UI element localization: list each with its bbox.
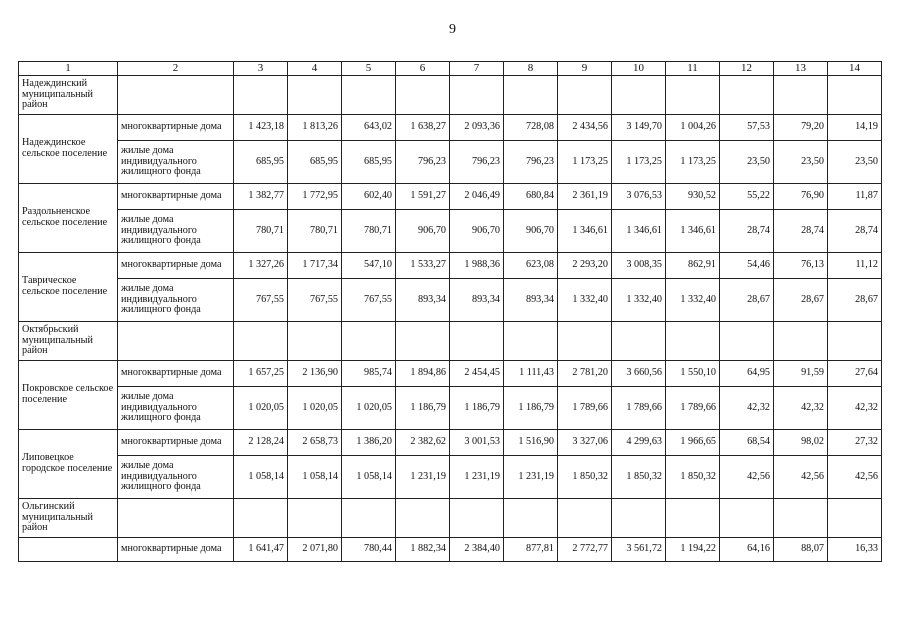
empty-cell xyxy=(720,76,774,115)
district-row xyxy=(19,76,882,115)
empty-cell xyxy=(666,76,720,115)
value-cell: 1 332,40 xyxy=(612,279,666,322)
empty-cell xyxy=(774,76,828,115)
district-name: Октябрьский муниципальный район xyxy=(19,322,118,361)
value-cell: 1 894,86 xyxy=(396,361,450,387)
housing-type: многоквартирные дома xyxy=(118,430,234,456)
value-cell: 1 882,34 xyxy=(396,538,450,562)
value-cell: 1 533,27 xyxy=(396,253,450,279)
value-cell: 1 516,90 xyxy=(504,430,558,456)
value-cell: 76,13 xyxy=(774,253,828,279)
empty-cell xyxy=(342,76,396,115)
column-header: 7 xyxy=(450,62,504,76)
value-cell: 23,50 xyxy=(774,141,828,184)
column-header: 6 xyxy=(396,62,450,76)
value-cell: 91,59 xyxy=(774,361,828,387)
empty-cell xyxy=(504,322,558,361)
empty-cell xyxy=(234,499,288,538)
column-header: 8 xyxy=(504,62,558,76)
value-cell: 1 772,95 xyxy=(288,184,342,210)
value-cell: 1 194,22 xyxy=(666,538,720,562)
value-cell: 2 071,80 xyxy=(288,538,342,562)
value-cell: 2 046,49 xyxy=(450,184,504,210)
empty-cell xyxy=(504,499,558,538)
izhs-row xyxy=(19,210,882,253)
value-cell: 2 136,90 xyxy=(288,361,342,387)
value-cell: 1 332,40 xyxy=(558,279,612,322)
value-cell: 906,70 xyxy=(396,210,450,253)
value-cell: 780,44 xyxy=(342,538,396,562)
value-cell: 643,02 xyxy=(342,115,396,141)
value-cell: 1 423,18 xyxy=(234,115,288,141)
value-cell: 1 657,25 xyxy=(234,361,288,387)
value-cell: 1 550,10 xyxy=(666,361,720,387)
izhs-row xyxy=(19,387,882,430)
value-cell: 64,16 xyxy=(720,538,774,562)
column-header: 1 xyxy=(19,62,118,76)
empty-cell xyxy=(396,499,450,538)
value-cell: 98,02 xyxy=(774,430,828,456)
value-cell: 1 850,32 xyxy=(612,456,666,499)
value-cell: 1 346,61 xyxy=(558,210,612,253)
value-cell: 42,56 xyxy=(774,456,828,499)
value-cell: 28,74 xyxy=(720,210,774,253)
value-cell: 1 813,26 xyxy=(288,115,342,141)
housing-type: жилые дома индивидуального жилищного фонда xyxy=(118,141,234,184)
value-cell: 767,55 xyxy=(342,279,396,322)
housing-type: жилые дома индивидуального жилищного фонда xyxy=(118,279,234,322)
value-cell: 685,95 xyxy=(288,141,342,184)
value-cell: 1 020,05 xyxy=(234,387,288,430)
value-cell: 623,08 xyxy=(504,253,558,279)
value-cell: 2 093,36 xyxy=(450,115,504,141)
column-header: 10 xyxy=(612,62,666,76)
column-header: 3 xyxy=(234,62,288,76)
value-cell: 27,64 xyxy=(828,361,882,387)
column-header: 2 xyxy=(118,62,234,76)
value-cell: 1 231,19 xyxy=(450,456,504,499)
value-cell: 2 361,19 xyxy=(558,184,612,210)
value-cell: 2 293,20 xyxy=(558,253,612,279)
value-cell: 42,56 xyxy=(720,456,774,499)
empty-cell xyxy=(288,499,342,538)
housing-type: жилые дома индивидуального жилищного фонда xyxy=(118,456,234,499)
column-header: 13 xyxy=(774,62,828,76)
value-cell: 796,23 xyxy=(504,141,558,184)
value-cell: 28,67 xyxy=(828,279,882,322)
value-cell: 985,74 xyxy=(342,361,396,387)
value-cell: 1 058,14 xyxy=(342,456,396,499)
value-cell: 796,23 xyxy=(396,141,450,184)
housing-type: жилые дома индивидуального жилищного фонда xyxy=(118,210,234,253)
value-cell: 42,32 xyxy=(720,387,774,430)
value-cell: 893,34 xyxy=(504,279,558,322)
value-cell: 1 004,26 xyxy=(666,115,720,141)
value-cell: 1 966,65 xyxy=(666,430,720,456)
value-cell: 780,71 xyxy=(234,210,288,253)
value-cell: 55,22 xyxy=(720,184,774,210)
value-cell: 4 299,63 xyxy=(612,430,666,456)
value-cell: 28,67 xyxy=(720,279,774,322)
izhs-row xyxy=(19,141,882,184)
value-cell: 685,95 xyxy=(342,141,396,184)
page-number: 9 xyxy=(449,22,456,37)
value-cell: 680,84 xyxy=(504,184,558,210)
value-cell: 11,87 xyxy=(828,184,882,210)
value-cell: 780,71 xyxy=(288,210,342,253)
value-cell: 893,34 xyxy=(396,279,450,322)
value-cell: 1 231,19 xyxy=(504,456,558,499)
mkd-row xyxy=(19,361,882,387)
header-row xyxy=(19,62,882,76)
value-cell: 2 128,24 xyxy=(234,430,288,456)
empty-cell xyxy=(774,322,828,361)
value-cell: 1 231,19 xyxy=(396,456,450,499)
value-cell: 1 327,26 xyxy=(234,253,288,279)
value-cell: 1 386,20 xyxy=(342,430,396,456)
value-cell: 1 058,14 xyxy=(288,456,342,499)
value-cell: 2 384,40 xyxy=(450,538,504,562)
empty-cell xyxy=(288,322,342,361)
value-cell: 3 008,35 xyxy=(612,253,666,279)
value-cell: 1 638,27 xyxy=(396,115,450,141)
empty-cell xyxy=(118,76,234,115)
housing-type: жилые дома индивидуального жилищного фонда xyxy=(118,387,234,430)
empty-cell xyxy=(612,499,666,538)
value-cell: 1 382,77 xyxy=(234,184,288,210)
value-cell: 88,07 xyxy=(774,538,828,562)
settlement-name: Покровское сельское поселение xyxy=(19,361,118,430)
settlement-name: Липовецкое городское поселение xyxy=(19,430,118,499)
value-cell: 780,71 xyxy=(342,210,396,253)
empty-cell xyxy=(342,322,396,361)
value-cell: 57,53 xyxy=(720,115,774,141)
value-cell: 2 658,73 xyxy=(288,430,342,456)
column-header: 11 xyxy=(666,62,720,76)
empty-cell xyxy=(396,76,450,115)
housing-type: многоквартирные дома xyxy=(118,361,234,387)
column-header: 14 xyxy=(828,62,882,76)
column-header: 9 xyxy=(558,62,612,76)
value-cell: 3 001,53 xyxy=(450,430,504,456)
empty-cell xyxy=(288,76,342,115)
empty-cell xyxy=(558,76,612,115)
value-cell: 76,90 xyxy=(774,184,828,210)
empty-cell xyxy=(666,499,720,538)
empty-cell xyxy=(558,499,612,538)
value-cell: 1 186,79 xyxy=(396,387,450,430)
izhs-row xyxy=(19,279,882,322)
empty-cell xyxy=(234,76,288,115)
value-cell: 14,19 xyxy=(828,115,882,141)
value-cell: 1 850,32 xyxy=(558,456,612,499)
value-cell: 1 346,61 xyxy=(612,210,666,253)
value-cell: 42,32 xyxy=(774,387,828,430)
value-cell: 3 076,53 xyxy=(612,184,666,210)
value-cell: 1 789,66 xyxy=(612,387,666,430)
housing-type: многоквартирные дома xyxy=(118,253,234,279)
empty-cell xyxy=(450,499,504,538)
value-cell: 728,08 xyxy=(504,115,558,141)
value-cell: 2 454,45 xyxy=(450,361,504,387)
value-cell: 1 346,61 xyxy=(666,210,720,253)
value-cell: 1 186,79 xyxy=(450,387,504,430)
value-cell: 28,67 xyxy=(774,279,828,322)
value-cell: 28,74 xyxy=(774,210,828,253)
empty-cell xyxy=(450,76,504,115)
value-cell: 16,33 xyxy=(828,538,882,562)
value-cell: 3 149,70 xyxy=(612,115,666,141)
value-cell: 1 641,47 xyxy=(234,538,288,562)
mkd-row xyxy=(19,253,882,279)
empty-cell xyxy=(720,499,774,538)
empty-cell xyxy=(612,76,666,115)
housing-type: многоквартирные дома xyxy=(118,115,234,141)
empty-cell xyxy=(118,322,234,361)
empty-cell xyxy=(450,322,504,361)
value-cell: 877,81 xyxy=(504,538,558,562)
settlement-name: Таврическое сельское поселение xyxy=(19,253,118,322)
value-cell: 1 173,25 xyxy=(612,141,666,184)
value-cell: 42,56 xyxy=(828,456,882,499)
empty-cell xyxy=(396,322,450,361)
value-cell: 23,50 xyxy=(720,141,774,184)
value-cell: 862,91 xyxy=(666,253,720,279)
empty-cell xyxy=(558,322,612,361)
empty-cell xyxy=(828,499,882,538)
value-cell: 1 789,66 xyxy=(558,387,612,430)
empty-cell xyxy=(720,322,774,361)
district-row xyxy=(19,322,882,361)
mkd-row xyxy=(19,184,882,210)
value-cell: 767,55 xyxy=(288,279,342,322)
value-cell: 685,95 xyxy=(234,141,288,184)
district-name: Надеждинский муниципальный район xyxy=(19,76,118,115)
value-cell: 1 058,14 xyxy=(234,456,288,499)
value-cell: 1 988,36 xyxy=(450,253,504,279)
value-cell: 1 111,43 xyxy=(504,361,558,387)
value-cell: 2 772,77 xyxy=(558,538,612,562)
value-cell: 1 789,66 xyxy=(666,387,720,430)
empty-cell xyxy=(342,499,396,538)
housing-type: многоквартирные дома xyxy=(118,184,234,210)
mkd-row xyxy=(19,115,882,141)
settlement-name: Надеждинское сельское поселение xyxy=(19,115,118,184)
district-row xyxy=(19,499,882,538)
column-header: 12 xyxy=(720,62,774,76)
value-cell: 796,23 xyxy=(450,141,504,184)
value-cell: 42,32 xyxy=(828,387,882,430)
value-cell: 3 327,06 xyxy=(558,430,612,456)
empty-cell xyxy=(234,322,288,361)
value-cell: 1 020,05 xyxy=(342,387,396,430)
mkd-row xyxy=(19,430,882,456)
value-cell: 68,54 xyxy=(720,430,774,456)
value-cell: 1 186,79 xyxy=(504,387,558,430)
empty-cell xyxy=(828,322,882,361)
table-body xyxy=(19,62,882,562)
value-cell: 27,32 xyxy=(828,430,882,456)
empty-cell xyxy=(666,322,720,361)
value-cell: 1 173,25 xyxy=(558,141,612,184)
column-header: 5 xyxy=(342,62,396,76)
empty-cell xyxy=(118,499,234,538)
empty-cell xyxy=(828,76,882,115)
value-cell: 930,52 xyxy=(666,184,720,210)
value-cell: 906,70 xyxy=(450,210,504,253)
value-cell: 1 332,40 xyxy=(666,279,720,322)
value-cell: 602,40 xyxy=(342,184,396,210)
value-cell: 3 660,56 xyxy=(612,361,666,387)
value-cell: 1 850,32 xyxy=(666,456,720,499)
value-cell: 1 717,34 xyxy=(288,253,342,279)
value-cell: 2 382,62 xyxy=(396,430,450,456)
tariff-table xyxy=(18,61,882,562)
value-cell: 2 434,56 xyxy=(558,115,612,141)
value-cell: 28,74 xyxy=(828,210,882,253)
empty-cell xyxy=(774,499,828,538)
izhs-row xyxy=(19,456,882,499)
mkd-row xyxy=(19,538,882,562)
value-cell: 1 173,25 xyxy=(666,141,720,184)
value-cell: 1 020,05 xyxy=(288,387,342,430)
value-cell: 11,12 xyxy=(828,253,882,279)
column-header: 4 xyxy=(288,62,342,76)
value-cell: 767,55 xyxy=(234,279,288,322)
settlement-name xyxy=(19,538,118,562)
empty-cell xyxy=(504,76,558,115)
value-cell: 906,70 xyxy=(504,210,558,253)
value-cell: 893,34 xyxy=(450,279,504,322)
value-cell: 1 591,27 xyxy=(396,184,450,210)
empty-cell xyxy=(612,322,666,361)
value-cell: 64,95 xyxy=(720,361,774,387)
housing-type: многоквартирные дома xyxy=(118,538,234,562)
value-cell: 23,50 xyxy=(828,141,882,184)
value-cell: 2 781,20 xyxy=(558,361,612,387)
settlement-name: Раздольненское сельское поселение xyxy=(19,184,118,253)
value-cell: 54,46 xyxy=(720,253,774,279)
value-cell: 547,10 xyxy=(342,253,396,279)
value-cell: 79,20 xyxy=(774,115,828,141)
district-name: Ольгинский муниципальный район xyxy=(19,499,118,538)
value-cell: 3 561,72 xyxy=(612,538,666,562)
